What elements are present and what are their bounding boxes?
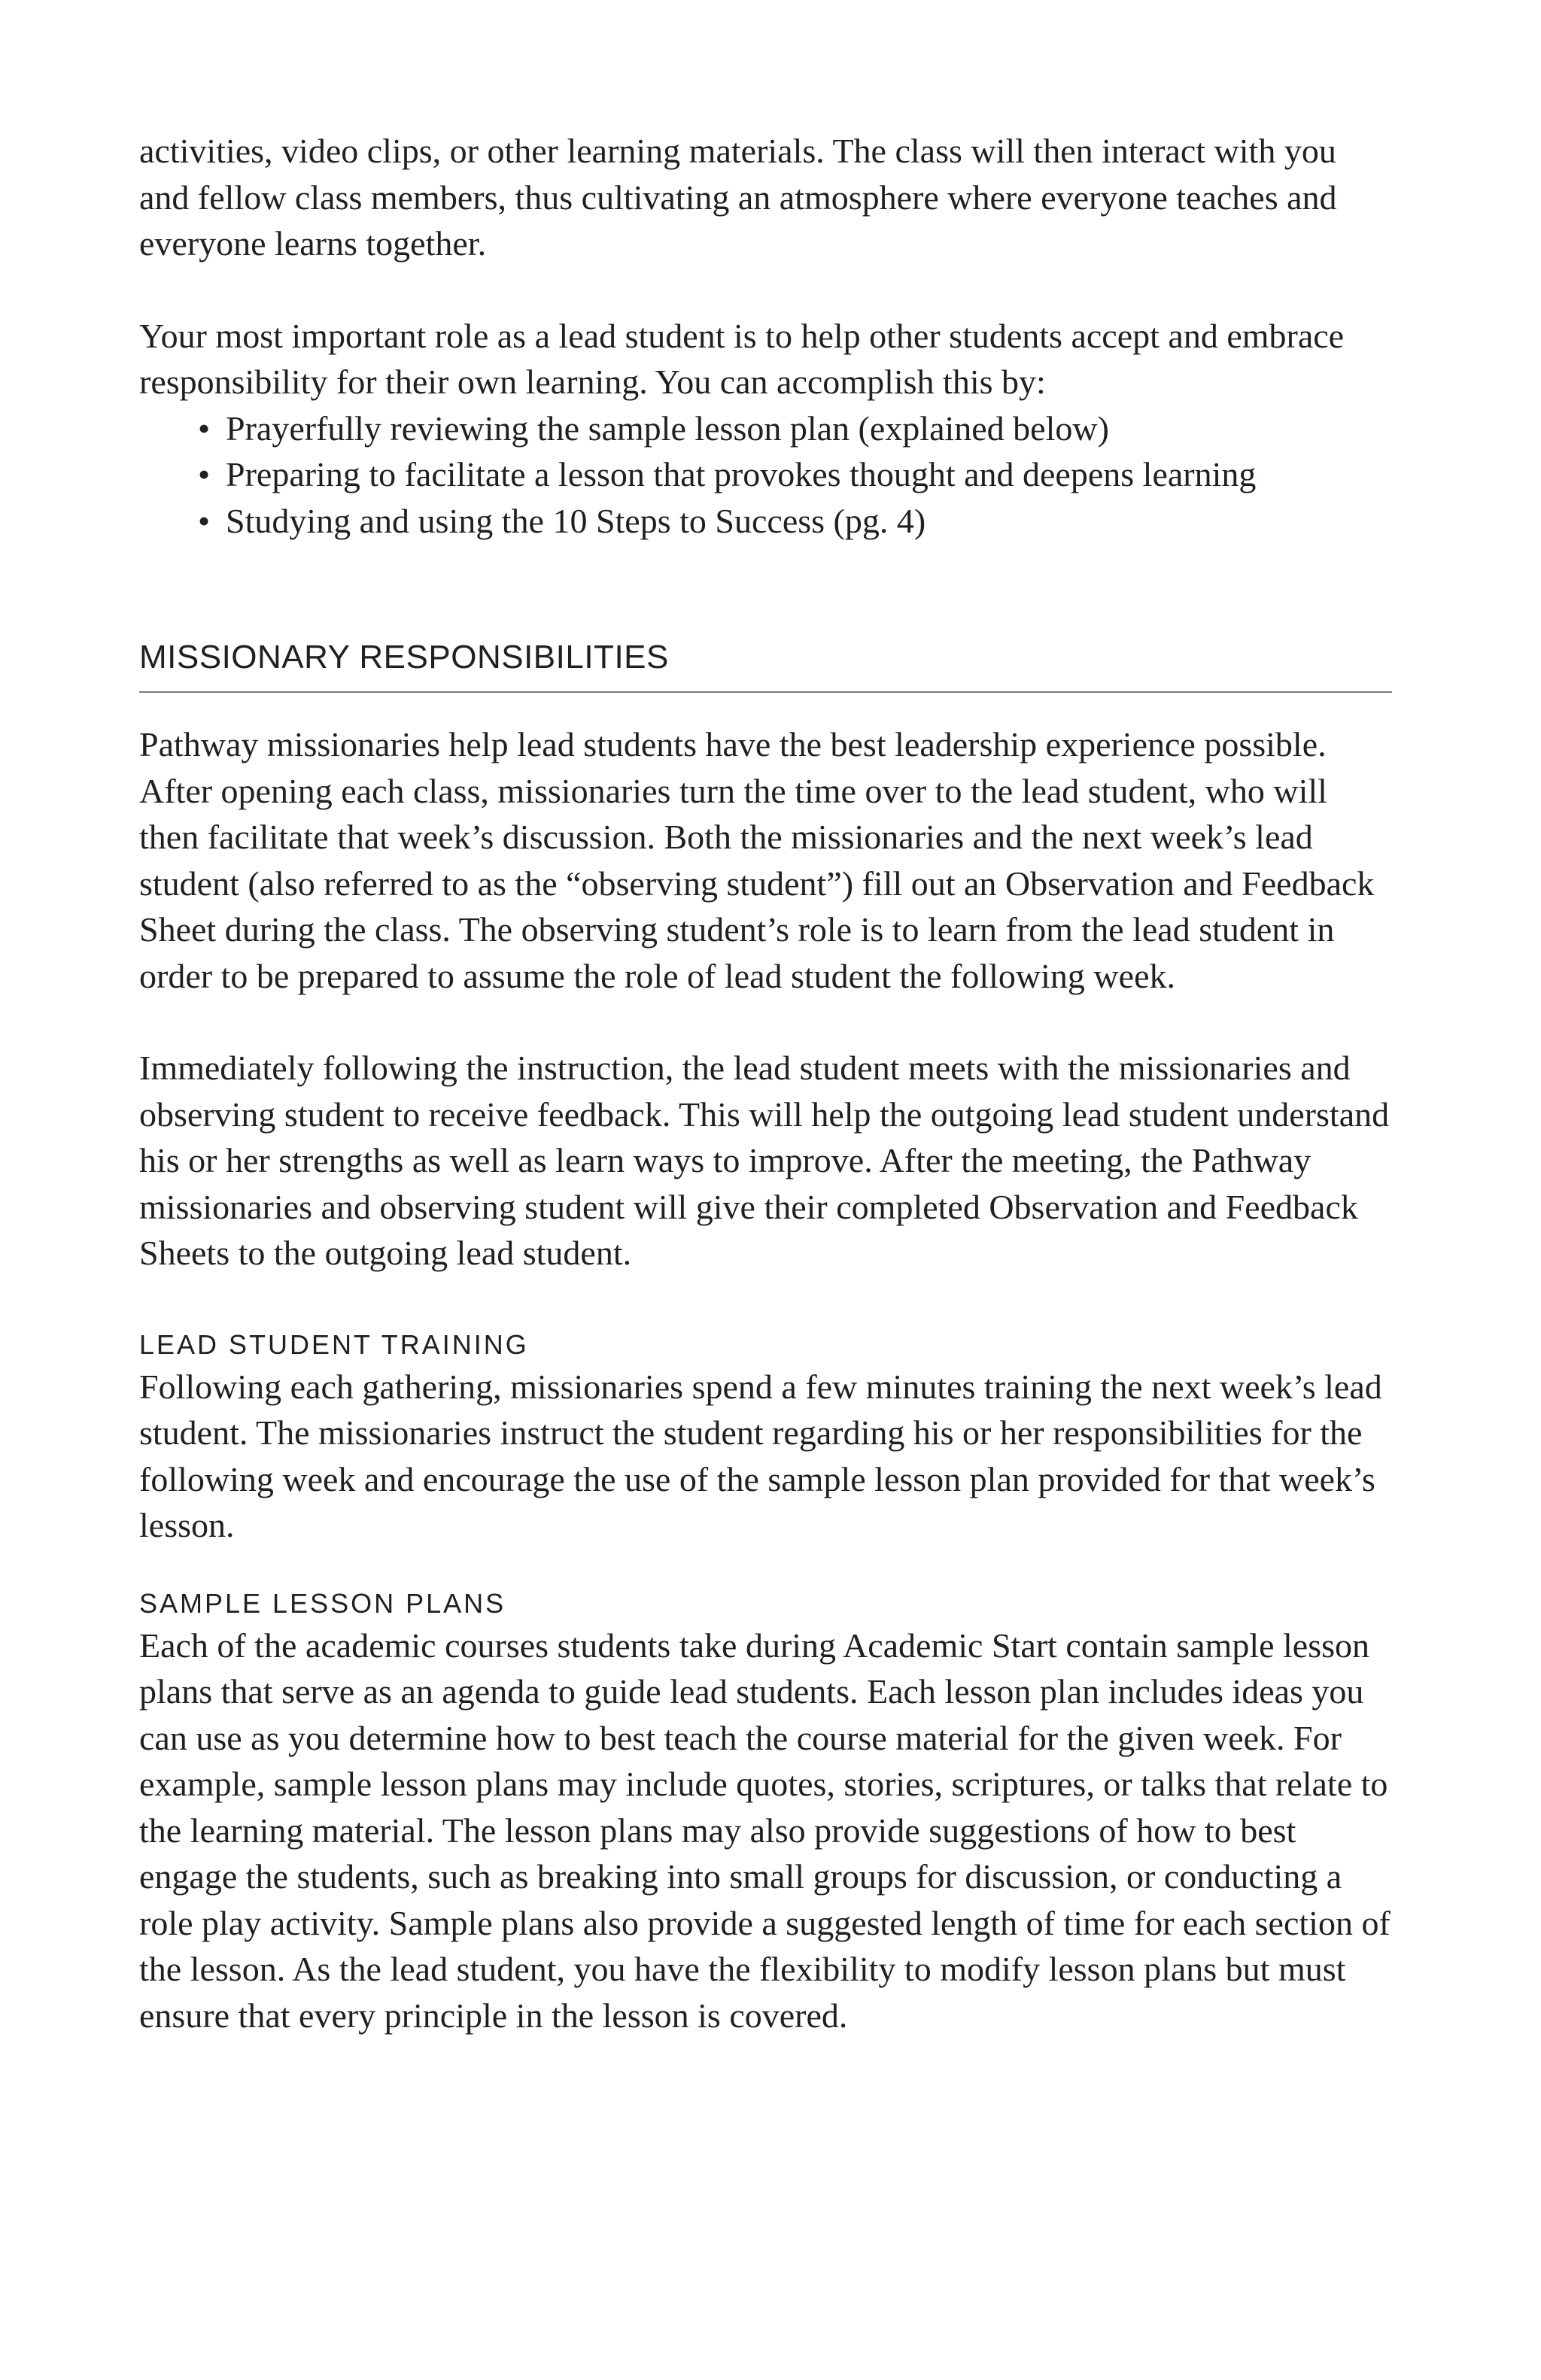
sample-lesson-plans-heading: SAMPLE LESSON PLANS	[139, 1587, 506, 1619]
bullet-icon: •	[198, 455, 211, 493]
list-item	[139, 451, 1392, 498]
intro-paragraph: activities, video clips, or other learning materials. The class will then interact with you and fellow class members, thus cultivating an atmosphere where everyone teaches and everyone learns together.	[139, 132, 1337, 263]
page-content	[139, 128, 1392, 2038]
missionary-paragraph-2: Immediately following the instruction, the lead student meets with the missionaries and observing student to receive feedback. This will help the outgoing lead student understand his or her strengths as well as learn ways to improve. After the meeting, the Pathway missionaries and observing student will give their completed Observation and Feedback Sheets to the outgoing lead student.	[139, 1049, 1390, 1272]
missionary-responsibilities-heading: MISSIONARY RESPONSIBILITIES	[139, 636, 1392, 693]
list-item-text: Prayerfully reviewing the sample lesson plan (explained below)	[226, 408, 1109, 448]
lead-role-bullet-list	[139, 405, 1392, 545]
bullet-icon: •	[198, 408, 211, 448]
lead-student-training-heading: LEAD STUDENT TRAINING	[139, 1328, 529, 1360]
bullet-icon: •	[198, 501, 211, 540]
lead-role-paragraph: Your most important role as a lead student is to help other students accept and embrace responsibility for their own learning. You can accomplish this by:	[139, 316, 1345, 401]
missionary-paragraph-1: Pathway missionaries help lead students have the best leadership experience possible. After opening each class, missionaries turn the time over to the lead student, who will then facilitate that week’s discussion. Both the missionaries and the next week’s lead student (also referred to as the “observing student”) fill out an Observation and Feedback Sheet during the class. The observing student’s role is to learn from the lead student in order to be prepared to assume the role of lead student the following week.	[139, 725, 1375, 995]
list-item	[139, 405, 1392, 452]
list-item-text: Studying and using the 10 Steps to Success (pg. 4)	[226, 501, 926, 540]
sample-lesson-plans-paragraph: Each of the academic courses students take during Academic Start contain sample lesson plans that serve as an agenda to guide lead students. Each lesson plan includes ideas you can use as you determine how to best teach the course material for the given week. For example, sample lesson plans may include quotes, stories, scriptures, or talks that relate to the learning material. The lesson plans may also provide suggestions of how to best engage the students, such as breaking into small groups for discussion, or conducting a role play activity. Sample plans also provide a suggested length of time for each section of the lesson. As the lead student, you have the flexibility to modify lesson plans but must ensure that every principle in the lesson is covered.	[139, 1626, 1391, 2035]
lead-student-training-paragraph: Following each gathering, missionaries spend a few minutes training the next week’s lead student. The missionaries instruct the student regarding his or her responsibilities for the following week and encourage the use of the sample lesson plan provided for that week’s lesson.	[139, 1367, 1382, 1544]
list-item-text: Preparing to facilitate a lesson that provokes thought and deepens learning	[226, 455, 1257, 493]
list-item	[139, 498, 1392, 545]
